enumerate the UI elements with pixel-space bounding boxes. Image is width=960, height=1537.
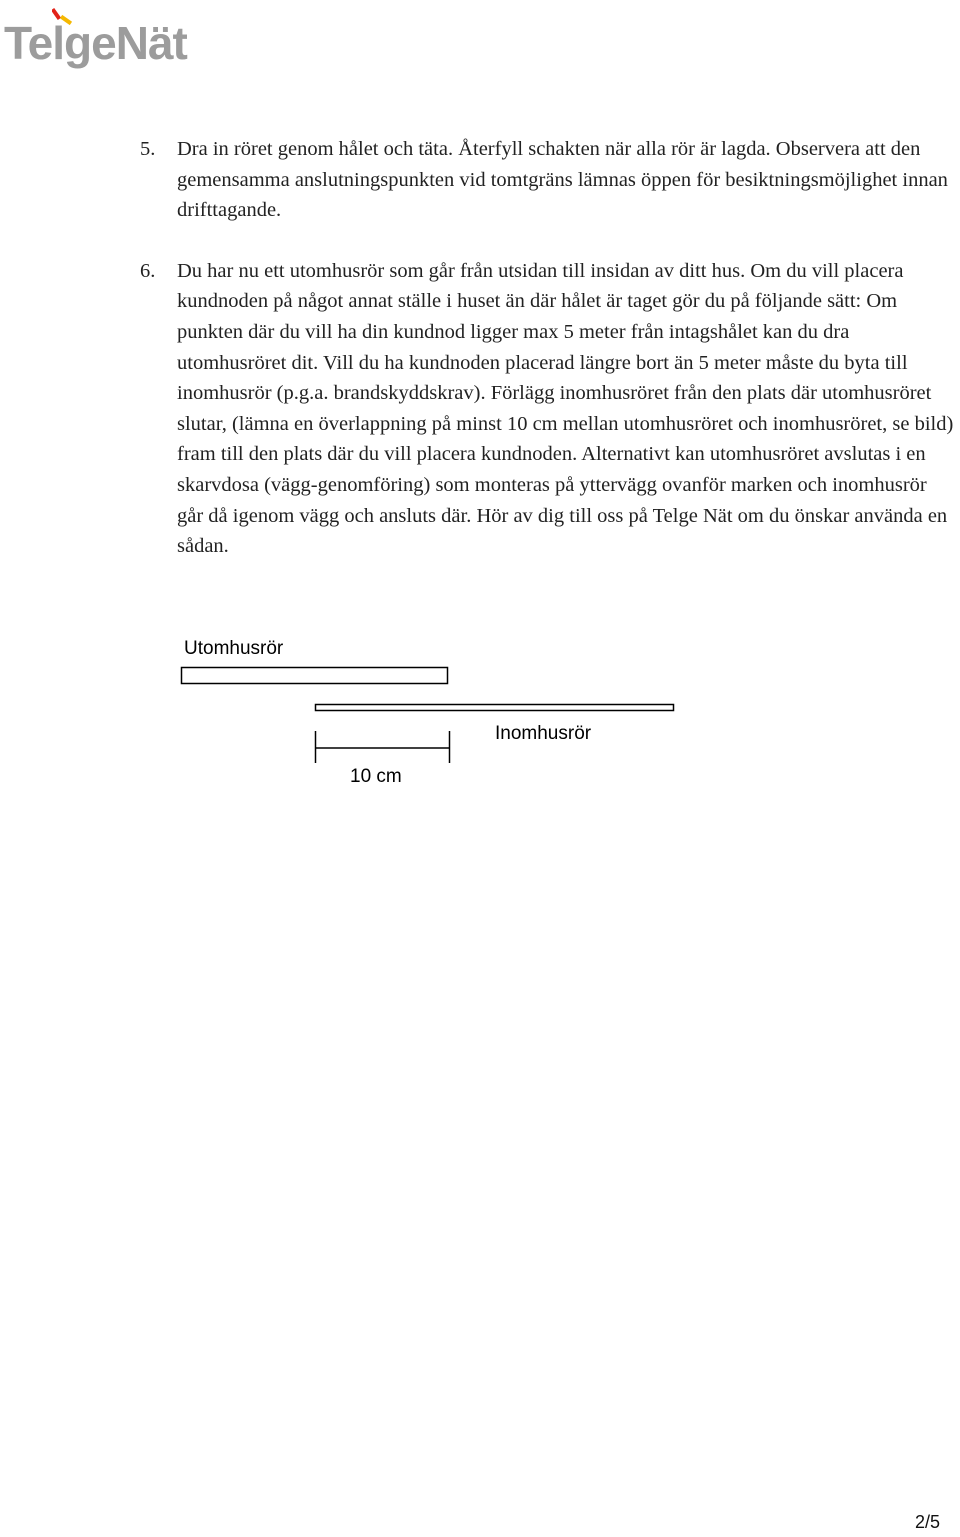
step-number: 5. [140,138,156,160]
step-number: 6. [140,259,156,282]
indoor-pipe-label: Inomhusrör [495,723,592,744]
logo-wordmark: TelgeNät [4,17,187,69]
step-text: Dra in röret genom hålet och täta. Återfyll schakten när alla rör är lagda. Observera att den gemensamma anslutningspunkten vid tomtgräns lämnas öppen för besiktningsmöjlighet innan drifttagande. [177,138,948,222]
list-item-step-6 [140,256,956,562]
page-number: 2/5 [914,1512,940,1532]
pipe-overlap-diagram [170,630,700,810]
telge-nat-logo [4,4,187,76]
overlap-label: 10 cm [350,766,402,787]
pipe-drawing [170,630,700,810]
indoor-pipe [316,705,674,711]
step-text: Du har nu ett utomhusrör som går från utsidan till insidan av ditt hus. Om du vill placera kundnoden på något annat ställe i huset än där hålet är taget gör du på följande sätt: Om punkten där du vill ha din kundnod ligger max 5 meter från intagshålet kan du dra utomhusröret dit. Vill du ha kundnoden placerad längre bort än 5 meter måste du byta till inomhusrör (p.g.a. brandskyddskrav). Förlägg inomhusröret från den plats där utomhusröret slutar, (lämna en överlappning på minst 10 cm mellan utomhusröret och inomhusröret, se bild) fram till den plats där du vill placera kundnoden. Alternativt kan utomhusröret avslutas i en skarvdosa (vägg-genomföring) som monteras på yttervägg ovanför marken och inomhusrör går då igenom vägg och ansluts där. Hör av dig till oss på Telge Nät om du önskar använda en sådan. [177,259,954,558]
list-item-step-5 [140,134,956,226]
outdoor-pipe-label: Utomhusrör [184,638,284,659]
instruction-list [140,134,956,562]
outdoor-pipe [182,668,448,684]
